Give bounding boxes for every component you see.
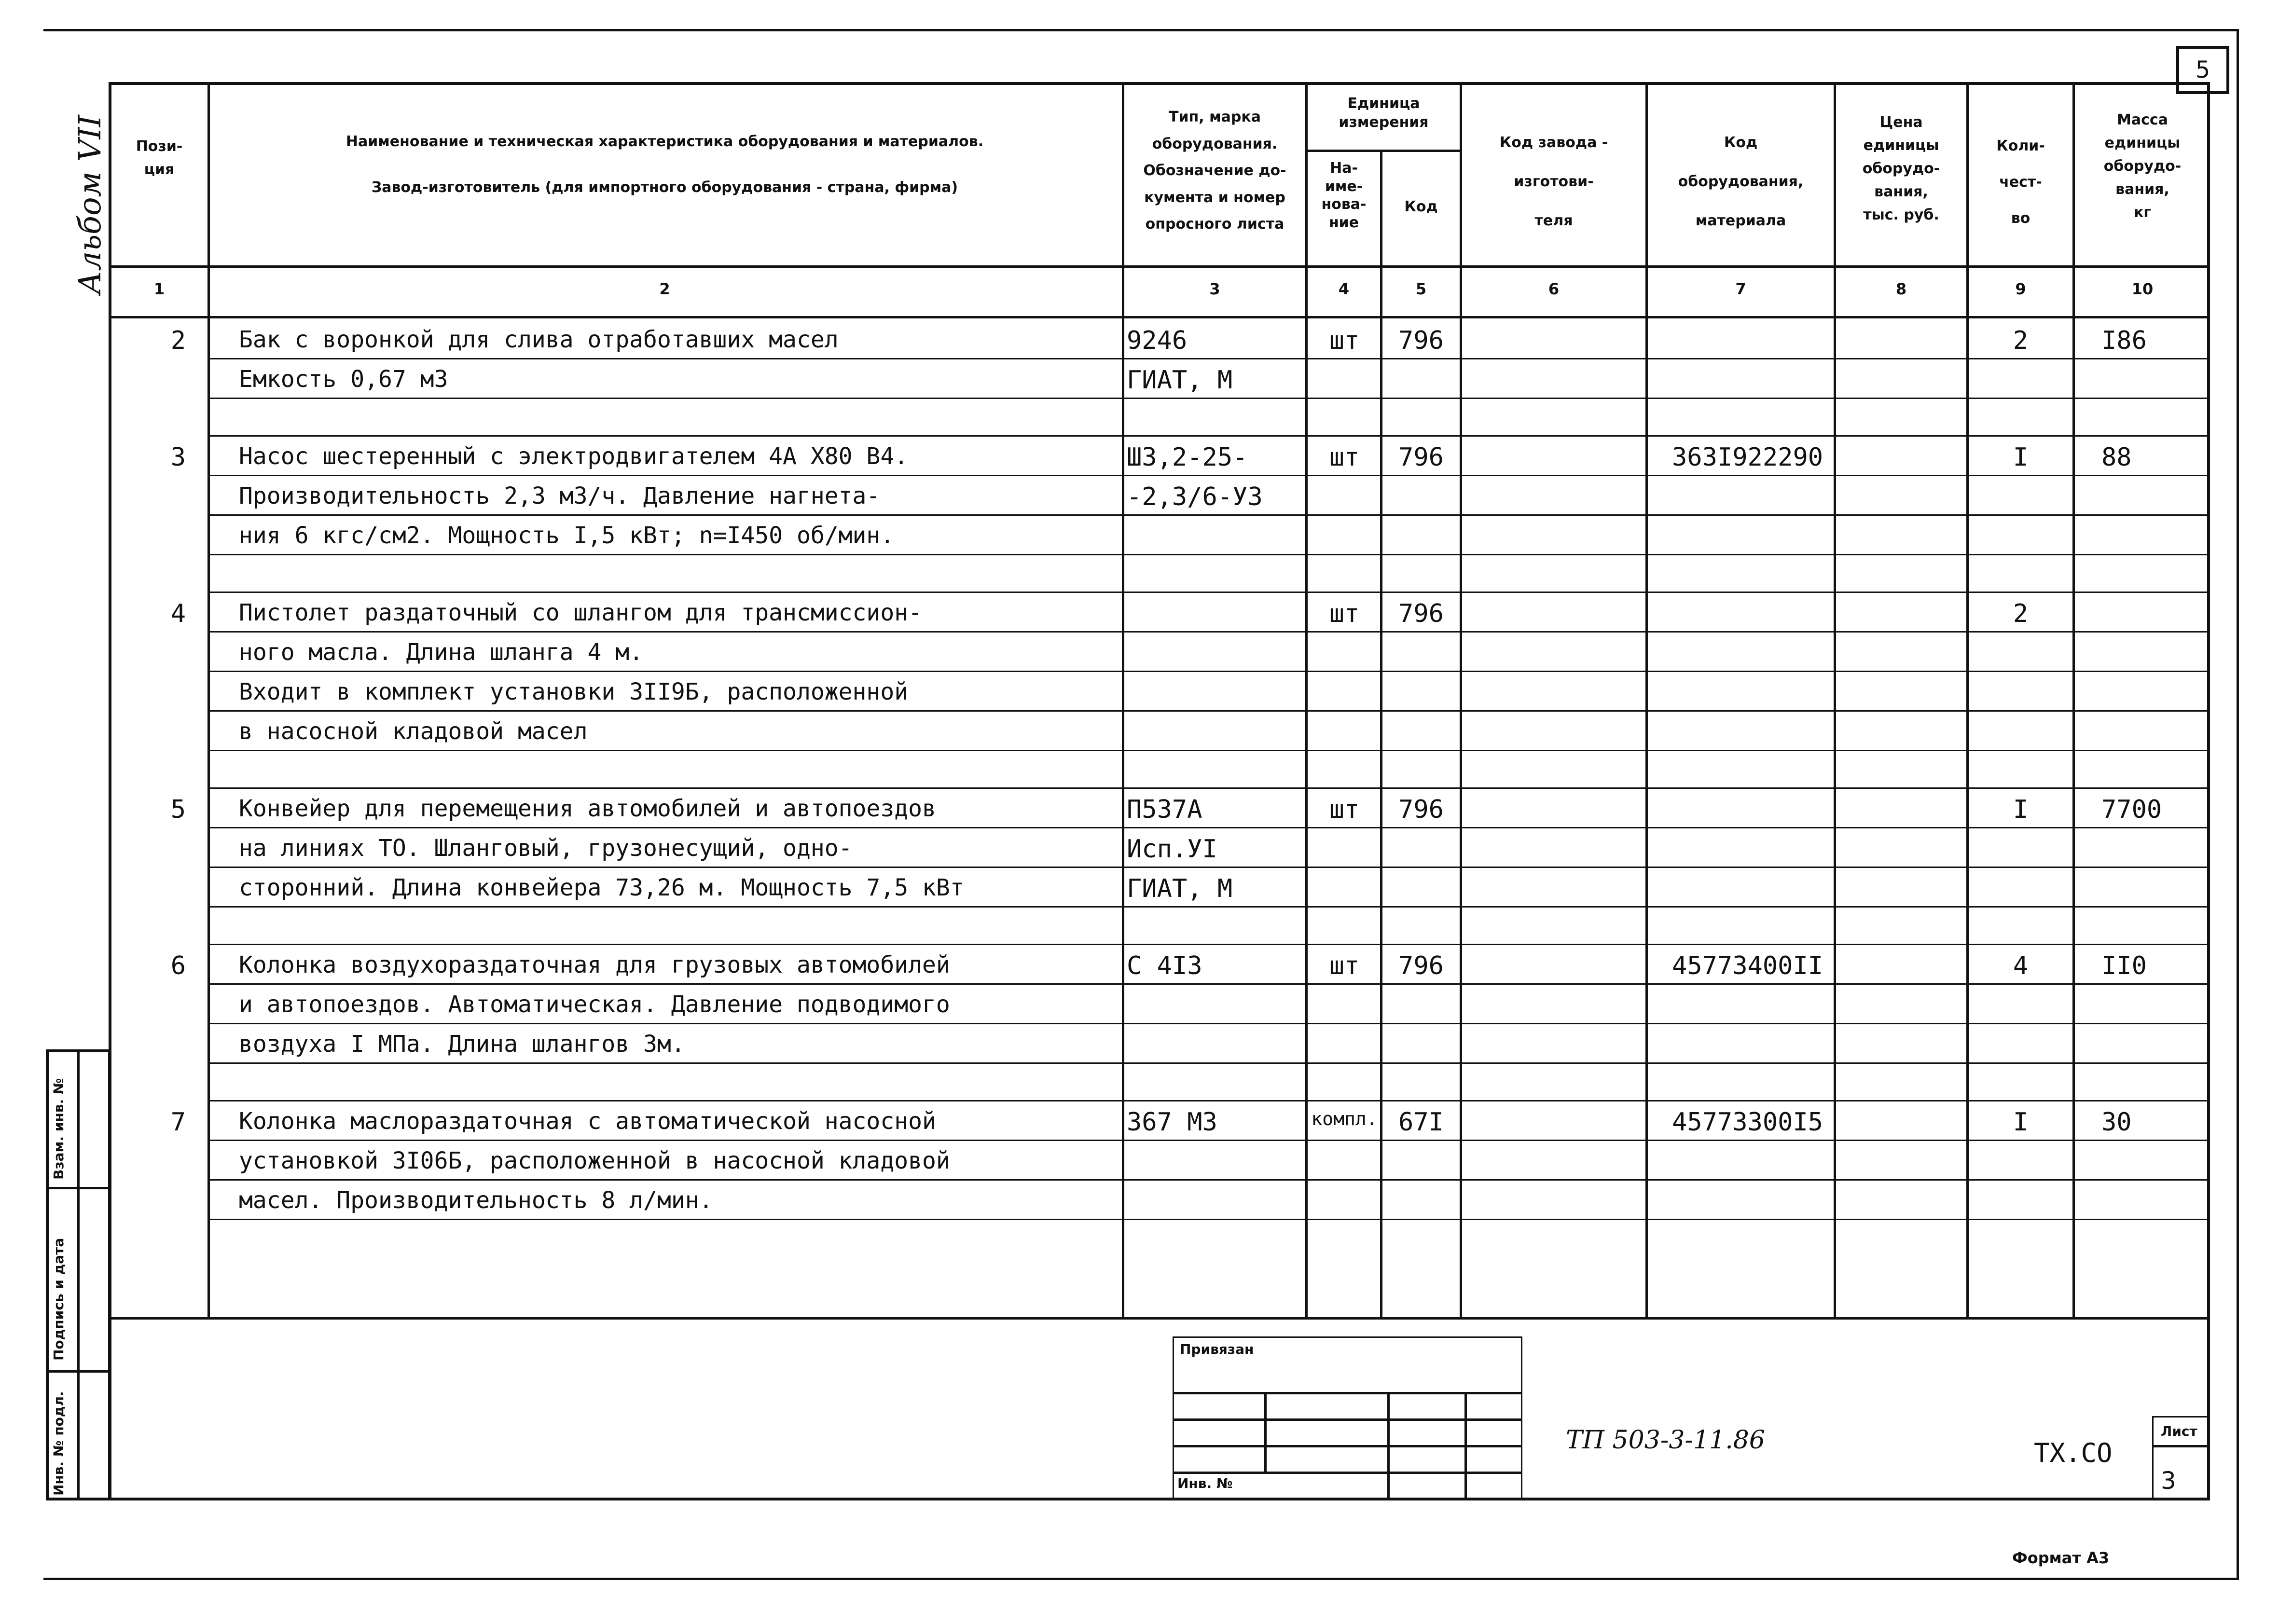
- row-position: 2: [170, 326, 186, 355]
- row-position: 4: [170, 599, 186, 628]
- row-mass: II0: [2101, 951, 2147, 980]
- col-line-4: [1380, 150, 1382, 1317]
- row-type: -2,3/6-У3: [1127, 482, 1263, 511]
- colnum-3: 3: [1209, 280, 1220, 298]
- row-description: и автопоездов. Автоматическая. Давление подводимого: [239, 991, 950, 1018]
- row-unit: шт: [1329, 326, 1360, 355]
- linked-col-2: [1387, 1392, 1390, 1500]
- row-description: Входит в комплект установки 3II9Б, расположенной: [239, 678, 909, 705]
- row-divider: [207, 944, 2210, 945]
- header-type: Тип, марка оборудования. Обозначение до- кумента и номер опросного листа: [1143, 109, 1286, 233]
- header-qty: Коли- чест- во: [1996, 138, 2045, 227]
- row-qty: 2: [2013, 326, 2029, 355]
- unit-group-divider: [1305, 150, 1460, 152]
- row-description: ния 6 кгс/см2. Мощность I,5 кВт; n=I450 об/мин.: [239, 522, 895, 549]
- row-unit: шт: [1329, 951, 1360, 980]
- colnum-1: 1: [153, 280, 165, 298]
- row-unit-code: 796: [1398, 951, 1444, 980]
- row-divider: [207, 1140, 2210, 1141]
- side-replace-inv: Взам. инв. №: [51, 1078, 67, 1180]
- row-type: 9246: [1127, 326, 1188, 355]
- album-mark: Альбом VII: [72, 115, 108, 294]
- row-divider: [207, 592, 2210, 593]
- colnum-bottom-line: [109, 316, 2210, 318]
- colnum-8: 8: [1895, 280, 1907, 298]
- colnum-2: 2: [659, 280, 670, 298]
- doc-code: ТП 503-3-11.86: [1566, 1426, 1765, 1455]
- sheet-number: 5: [2195, 56, 2210, 83]
- linked-row-2: [1173, 1418, 1522, 1421]
- row-unit: шт: [1329, 443, 1360, 472]
- row-description: масел. Производительность 8 л/мин.: [239, 1187, 713, 1214]
- row-equip-code: 45773400II: [1672, 951, 1823, 980]
- row-qty: 4: [2013, 951, 2029, 980]
- row-mass: 88: [2101, 443, 2132, 472]
- row-position: 5: [170, 795, 186, 824]
- row-mass: 30: [2101, 1108, 2132, 1137]
- side-stamp-row2: [46, 1370, 111, 1373]
- header-unit-name: На- име- нова- ние: [1321, 160, 1367, 231]
- colnum-6: 6: [1548, 280, 1560, 298]
- row-divider: [207, 983, 2210, 985]
- row-description: Пистолет раздаточный со шлангом для трансмиссион-: [239, 599, 923, 626]
- doc-mark: ТХ.СО: [2034, 1438, 2113, 1468]
- row-unit-code: 796: [1398, 326, 1444, 355]
- header-mass: Масса единицы оборудо- вания, кг: [2103, 111, 2182, 221]
- row-description: установкой 3I06Б, расположенной в насосной кладовой: [239, 1147, 950, 1174]
- row-type: Ш3,2-25-: [1127, 443, 1248, 472]
- row-unit: компл.: [1311, 1108, 1378, 1129]
- linked-row-1: [1173, 1392, 1522, 1394]
- row-divider: [207, 1023, 2210, 1024]
- row-unit-code: 67I: [1398, 1108, 1444, 1137]
- row-divider: [207, 514, 2210, 516]
- row-divider: [207, 710, 2210, 712]
- row-description: Бак с воронкой для слива отработавших масел: [239, 326, 839, 353]
- row-divider: [207, 398, 2210, 399]
- top-border-line: [43, 29, 2239, 31]
- row-description: Конвейер для перемещения автомобилей и автопоездов: [239, 795, 936, 822]
- row-type: 367 М3: [1127, 1108, 1217, 1137]
- header-bottom-line: [109, 265, 2210, 268]
- linked-col-3: [1464, 1392, 1467, 1500]
- colnum-9: 9: [2015, 280, 2026, 298]
- row-divider: [207, 1219, 2210, 1220]
- linked-row-3: [1173, 1445, 1522, 1447]
- row-divider: [207, 787, 2210, 789]
- colnum-10: 10: [2131, 280, 2154, 298]
- linked-row-4: [1173, 1472, 1522, 1474]
- table-bottom-line: [109, 1317, 2210, 1320]
- row-description: в насосной кладовой масел: [239, 718, 588, 745]
- side-inv-original: Инв. № подл.: [51, 1391, 67, 1496]
- row-divider: [207, 671, 2210, 672]
- colnum-7: 7: [1735, 280, 1746, 298]
- col-line-5: [1460, 82, 1462, 1317]
- row-description: Производительность 2,3 м3/ч. Давление нагнета-: [239, 482, 881, 509]
- header-unit-code: Код: [1404, 198, 1438, 215]
- row-unit: шт: [1329, 795, 1360, 824]
- inv-no-label: Инв. №: [1177, 1475, 1233, 1491]
- header-name-line2: Завод-изготовитель (для импортного оборудования - страна, фирма): [371, 179, 958, 196]
- right-border-line: [2237, 29, 2239, 1580]
- row-unit: шт: [1329, 599, 1360, 628]
- col-line-1: [207, 82, 210, 1317]
- row-divider: [207, 631, 2210, 633]
- side-sign-date: Подпись и дата: [51, 1238, 67, 1361]
- row-mass: 7700: [2101, 795, 2162, 824]
- header-equip-code: Код оборудования, материала: [1678, 134, 1804, 229]
- row-position: 3: [170, 443, 186, 472]
- row-description: Емкость 0,67 м3: [239, 366, 448, 393]
- linked-col-1: [1264, 1392, 1267, 1472]
- row-description: Насос шестеренный с электродвигателем 4А Х80 В4.: [239, 443, 909, 470]
- row-divider: [207, 554, 2210, 555]
- row-qty: I: [2013, 795, 2029, 824]
- side-stamp-row1: [46, 1187, 111, 1189]
- row-equip-code: 363I922290: [1672, 443, 1823, 472]
- row-qty: I: [2013, 1108, 2029, 1137]
- row-divider: [207, 435, 2210, 437]
- row-type: Исп.УI: [1127, 835, 1217, 864]
- row-divider: [207, 1062, 2210, 1064]
- header-name-line1: Наименование и техническая характеристика оборудования и материалов.: [345, 133, 984, 150]
- row-divider: [207, 1179, 2210, 1181]
- row-type: ГИАТ, М: [1127, 366, 1233, 395]
- sheet-box-divider: [2152, 1445, 2210, 1447]
- row-divider: [207, 358, 2210, 359]
- row-description: ного масла. Длина шланга 4 м.: [239, 639, 644, 666]
- colnum-5: 5: [1415, 280, 1427, 298]
- format-label: Формат А3: [2012, 1549, 2110, 1567]
- row-position: 7: [170, 1108, 186, 1137]
- row-unit-code: 796: [1398, 795, 1444, 824]
- row-type: П537А: [1127, 795, 1202, 824]
- col-line-2: [1122, 82, 1124, 1317]
- row-divider: [207, 827, 2210, 828]
- row-type: ГИАТ, М: [1127, 874, 1233, 903]
- header-unit-group: Единица измерения: [1339, 95, 1429, 131]
- header-maker-code: Код завода - изготови- теля: [1499, 134, 1608, 229]
- row-description: на линиях ТО. Шланговый, грузонесущий, одно-: [239, 835, 853, 862]
- row-description: Колонка воздухораздаточная для грузовых автомобилей: [239, 951, 950, 978]
- header-position: Пози- ция: [136, 138, 183, 178]
- col-line-3: [1305, 82, 1308, 1317]
- header-price: Цена единицы оборудо- вания, тыс. руб.: [1862, 114, 1940, 223]
- row-divider: [207, 750, 2210, 751]
- row-divider: [207, 475, 2210, 476]
- row-divider: [207, 867, 2210, 868]
- sheet-label: Лист: [2161, 1423, 2197, 1439]
- bottom-border-line: [43, 1578, 2239, 1580]
- row-position: 6: [170, 951, 186, 980]
- row-equip-code: 45773300I5: [1672, 1108, 1823, 1137]
- row-divider: [207, 906, 2210, 908]
- row-unit-code: 796: [1398, 599, 1444, 628]
- col-line-9: [2072, 82, 2075, 1317]
- row-type: С 4I3: [1127, 951, 1202, 980]
- colnum-4: 4: [1338, 280, 1350, 298]
- linked-label: Привязан: [1180, 1341, 1254, 1357]
- row-unit-code: 796: [1398, 443, 1444, 472]
- col-line-6: [1645, 82, 1648, 1317]
- sheet-value: 3: [2161, 1467, 2176, 1495]
- row-description: воздуха I МПа. Длина шлангов 3м.: [239, 1031, 685, 1058]
- row-qty: 2: [2013, 599, 2029, 628]
- row-mass: I86: [2101, 326, 2147, 355]
- row-qty: I: [2013, 443, 2029, 472]
- side-stamp-divider: [77, 1049, 80, 1500]
- row-description: сторонний. Длина конвейера 73,26 м. Мощность 7,5 кВт: [239, 874, 964, 901]
- row-divider: [207, 1100, 2210, 1101]
- row-description: Колонка маслораздаточная с автоматической насосной: [239, 1108, 936, 1135]
